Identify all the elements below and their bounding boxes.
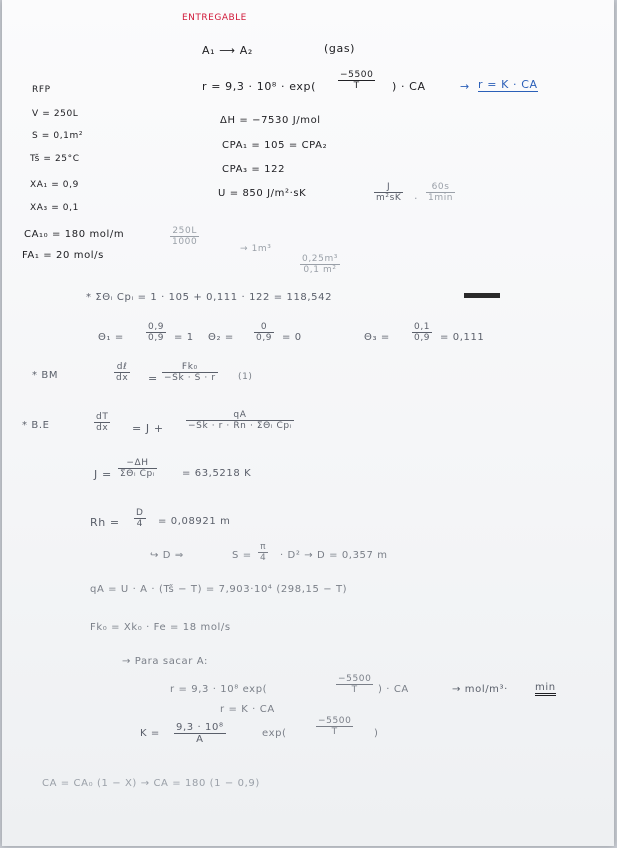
theta3-value: = 0,111	[440, 332, 485, 343]
mass-balance-label: * BM	[32, 370, 59, 381]
rate-law-exponent	[338, 70, 375, 91]
theta3-frac	[412, 322, 432, 343]
j-label: J =	[94, 468, 112, 481]
u-conv-d2: 1min	[428, 193, 454, 203]
k-exp-num: −5500	[318, 716, 352, 726]
j-value: = 63,5218 K	[182, 468, 252, 479]
fko-line: Fk₀ = Xk₀ · Fe = 18 mol/s	[90, 622, 231, 633]
j-frac	[118, 458, 157, 479]
theta2-label: Θ₂ =	[208, 332, 234, 343]
xa1-value: XA₁ = 0,9	[30, 180, 79, 190]
cp-sum-line: * ΣΘᵢ Cpᵢ = 1 · 105 + 0,111 · 122 = 118,542	[86, 292, 333, 303]
area-conversion	[300, 254, 340, 275]
v-conv-num: 250L	[172, 226, 197, 236]
scratch-mark	[464, 293, 500, 298]
section-value: S = 0,1m²	[32, 131, 84, 141]
ca-line: CA = CA₀ (1 − X) → CA = 180 (1 − 0,9)	[42, 778, 260, 789]
be-lhs	[94, 412, 110, 433]
diameter-s: S =	[232, 550, 252, 561]
theta3-num: 0,1	[414, 322, 431, 332]
k-exp-close: )	[374, 728, 379, 739]
u-conv-n2: 60s	[431, 182, 450, 192]
be-eq: = J +	[132, 422, 164, 435]
theta1-den: 0,9	[148, 333, 165, 343]
be-rhs	[186, 410, 294, 431]
be-rhs-n: qA	[233, 410, 247, 420]
rate2-exp-num: −5500	[338, 674, 372, 684]
be-rhs-d: −Sk · r · Rn · ΣΘᵢ Cpᵢ	[188, 421, 292, 431]
rate-arrow: →	[460, 80, 470, 93]
xa3-value: XA₃ = 0,1	[30, 203, 79, 213]
diameter-frac	[258, 542, 268, 563]
k-den: A	[174, 733, 226, 745]
u-conv-dot: ·	[414, 192, 419, 205]
para-sacar-label: → Para sacar A:	[122, 656, 208, 667]
be-lhs-d: dx	[94, 422, 110, 433]
k-exp-frac	[316, 716, 353, 737]
header-title: ENTREGABLE	[182, 13, 247, 23]
rate-short-form: r = K · CA	[478, 78, 538, 91]
ts-value: Tš = 25°C	[30, 154, 80, 164]
theta2-den: 0,9	[256, 333, 273, 343]
rate2-exp-den: T	[336, 684, 373, 695]
be-lhs-n: dT	[96, 412, 109, 422]
diameter-den: 4	[260, 553, 267, 563]
diameter-result: · D² → D = 0,357 m	[280, 550, 388, 561]
k-exp-open: exp(	[262, 728, 287, 739]
rh-label: Rh =	[90, 516, 120, 529]
theta2-frac	[254, 322, 274, 343]
rh-num: D	[136, 508, 144, 518]
cpa3-value: CPA₃ = 122	[222, 164, 286, 175]
rate2-lhs: r = 9,3 · 10⁸ exp(	[170, 684, 268, 695]
area-num: 0,25m³	[302, 254, 339, 264]
qa-line: qA = U · A · (Tš − T) = 7,903·10⁴ (298,15 − T)	[90, 584, 348, 595]
diameter-intro: ↪ D ⇒	[150, 550, 184, 561]
notebook-page	[2, 0, 614, 846]
rate2-exp	[336, 674, 373, 695]
j-den: ΣΘᵢ Cpᵢ	[120, 469, 156, 479]
volume-conv-arrow: → 1m³	[240, 244, 272, 254]
theta2-value: = 0	[282, 332, 302, 343]
enthalpy-value: ΔH = −7530 J/mol	[220, 115, 321, 126]
theta3-label: Θ₃ =	[364, 332, 390, 343]
bm-eq: =	[148, 372, 158, 385]
theta1-label: Θ₁ =	[98, 332, 124, 343]
rate-k-form: r = K · CA	[220, 704, 275, 715]
bm-tag: (1)	[238, 372, 253, 382]
bm-lhs-n: dℓ	[116, 362, 128, 372]
k-exp-den: T	[316, 726, 353, 737]
theta2-num: 0	[260, 322, 268, 332]
bm-rhs-n: Fk₀	[181, 362, 198, 372]
cpa-value: CPA₁ = 105 = CPA₂	[222, 140, 328, 151]
reaction-equation: A₁ ⟶ A₂	[202, 44, 253, 57]
rate-exp-den: T	[338, 80, 375, 91]
bm-rhs-d: −Sk · S · r	[164, 373, 216, 383]
theta1-value: = 1	[174, 332, 194, 343]
volume-value: V = 250L	[32, 109, 79, 119]
theta3-den: 0,9	[414, 333, 431, 343]
theta1-frac	[146, 322, 166, 343]
v-conv-den: 1000	[172, 237, 198, 247]
bm-lhs-d: dx	[116, 373, 129, 383]
rate-law-rhs: ) · CA	[392, 80, 426, 93]
j-num: −ΔH	[126, 458, 149, 468]
theta1-num: 0,9	[148, 322, 165, 332]
rh-value: = 0,08921 m	[158, 516, 231, 527]
rh-den: 4	[134, 518, 146, 529]
area-den: 0,1 m²	[300, 264, 340, 275]
u-conv-d1: m²sK	[376, 193, 402, 203]
rate-law-lhs: r = 9,3 · 10⁸ · exp(	[202, 80, 316, 93]
fa1-value: FA₁ = 20 mol/s	[22, 250, 104, 261]
diameter-num: π	[260, 542, 267, 552]
k-label: K =	[140, 728, 160, 739]
rate2-units: → mol/m³·	[452, 684, 508, 695]
rate2-unit-min: min	[535, 682, 556, 696]
volume-conversion	[170, 226, 199, 247]
u-conv-n1: J	[387, 182, 391, 192]
bm-lhs	[114, 362, 130, 383]
u-conv-frac1	[374, 182, 403, 203]
energy-balance-label: * B.E	[22, 420, 50, 431]
k-frac	[174, 722, 226, 745]
rate-exp-num: −5500	[340, 70, 374, 80]
ca10-value: CA₁₀ = 180 mol/m	[24, 229, 125, 240]
phase-label: (gas)	[324, 42, 356, 55]
rh-frac	[134, 508, 146, 529]
bm-rhs	[162, 362, 218, 383]
k-num: 9,3 · 10⁸	[176, 722, 224, 733]
rate-law	[202, 80, 316, 93]
rfp-title: RFP	[32, 85, 51, 95]
u-conv-frac2	[426, 182, 455, 203]
rate2-rhs: ) · CA	[378, 684, 409, 695]
u-value: U = 850 J/m²·sK	[218, 188, 307, 199]
